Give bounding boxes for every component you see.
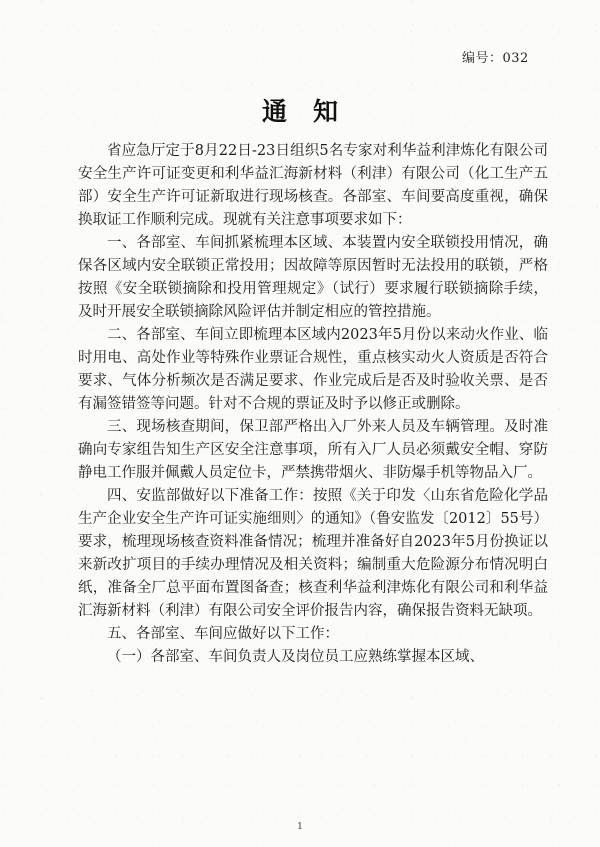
item-5-heading: 五、各部室、车间应做好以下工作： (107, 626, 339, 642)
item-3-paragraph: 三、现场核查期间，保卫部严格出入厂外来人员及车辆管理。及时准确向专家组告知生产区安全注意事项，所有入厂人员必须戴安全帽、穿防静电工作服并佩戴人员定位卡，严禁携带烟火、非防爆手机等物品入厂。 (78, 419, 548, 481)
document-title: 通知 (261, 97, 364, 126)
intro-paragraph: 省应急厅定于8月22日-23日组织5名专家对利华益利津炼化有限公司安全生产许可证变更和利华益汇海新材料（利津）有限公司（化工生产五部）安全生产许可证新取进行现场核查。各部室、车间要高度重视，确保换取证工作顺利完成。现就有关注意事项要求如下： (78, 143, 548, 228)
page-number: 1 (297, 822, 303, 832)
item-4-paragraph: 四、安监部做好以下准备工作：按照《关于印发〈山东省危险化学品生产企业安全生产许可证实施细则〉的通知》（鲁安监发〔2012〕55号）要求，梳理现场核查资料准备情况；梳理并准备好自2023年5月份换证以来新改扩项目的手续办理情况及相关资料；编制重大危险源分布情况明白纸，准备全厂总平面布置图备查；核查利华益利津炼化有限公司和利华益汇海新材料（利津）有限公司安全评价报告内容，确保报告资料无缺项。 (78, 488, 548, 619)
document-number: 编号：032 (462, 51, 529, 66)
item-1-paragraph: 一、各部室、车间抓紧梳理本区域、本装置内安全联锁投用情况，确保各区域内安全联锁正常投用；因故障等原因暂时无法投用的联锁，严格按照《安全联锁摘除和投用管理规定》（试行）要求履行联锁摘除手续，及时开展安全联锁摘除风险评估并制定相应的管控措施。 (78, 235, 548, 320)
document-body (78, 140, 548, 669)
item-5-1-paragraph: （一）各部室、车间负责人及岗位员工应熟练掌握本区域、 (107, 649, 484, 665)
item-2-paragraph: 二、各部室、车间立即梳理本区域内2023年5月份以来动火作业、临时用电、高处作业等特殊作业票证合规性，重点核实动火人资质是否符合要求、气体分析频次是否满足要求、作业完成后是否及时验收关票、是否有漏签错签等问题。针对不合规的票证及时予以修正或删除。 (78, 327, 548, 412)
